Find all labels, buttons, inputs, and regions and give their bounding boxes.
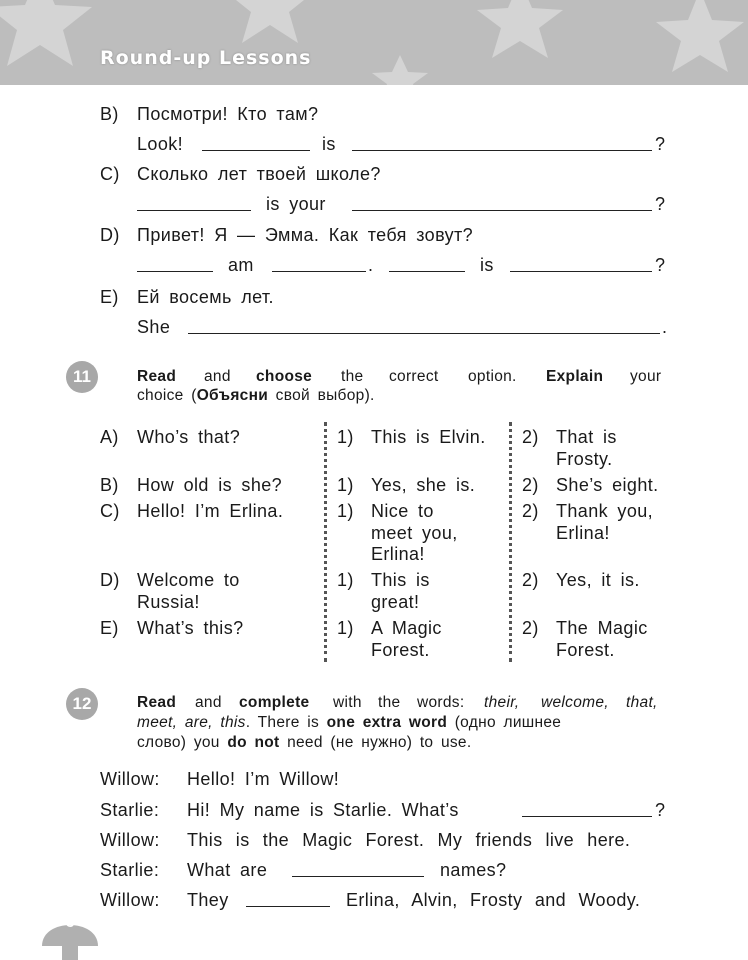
item-letter: E) xyxy=(100,287,119,307)
option-2-text: She’s eight. xyxy=(556,475,659,495)
instruction-word: that, xyxy=(626,694,658,711)
option-2-text: That is xyxy=(556,427,617,447)
option-1-text: A Magic xyxy=(371,618,442,638)
speaker-name: Starlie: xyxy=(100,860,160,880)
option-2-text: Erlina! xyxy=(556,522,610,543)
option-2-text: Yes, it is. xyxy=(556,570,640,590)
option-2-number: 2) xyxy=(522,427,539,447)
instruction-word: their, xyxy=(484,694,520,711)
answer-blank[interactable] xyxy=(522,816,652,817)
option-1-text: Forest. xyxy=(371,639,430,660)
answer-blank[interactable] xyxy=(292,876,424,877)
option-2-text: Forest. xyxy=(556,639,615,660)
header-title: Round-up Lessons xyxy=(100,47,312,69)
option-2-text: The Magic xyxy=(556,618,648,638)
option-2-number: 2) xyxy=(522,475,539,495)
instruction-line-2: meet, are, this. There is one extra word (одно лишнее xyxy=(137,714,562,731)
english-text: is your xyxy=(266,194,326,214)
answer-blank[interactable] xyxy=(188,333,660,334)
question-text: Hello! I’m Erlina. xyxy=(137,501,284,521)
item-letter: D) xyxy=(100,570,120,590)
instruction-word: words: xyxy=(417,694,465,711)
punctuation: . xyxy=(368,255,374,275)
option-1-number: 1) xyxy=(337,427,354,447)
item-letter: B) xyxy=(100,104,119,124)
option-1-text: This is Elvin. xyxy=(371,427,486,447)
option-1-number: 1) xyxy=(337,475,354,495)
english-text: She xyxy=(137,317,171,337)
end-punctuation: . xyxy=(662,317,668,337)
option-2-text: Thank you, xyxy=(556,501,654,521)
speaker-name: Willow: xyxy=(100,890,160,910)
answer-blank[interactable] xyxy=(352,150,652,151)
dialog-line: This is the Magic Forest. My friends live here. xyxy=(187,830,631,850)
instruction-word: Read xyxy=(137,368,177,385)
instruction-line-3: слово) you do not need (не нужно) to use. xyxy=(137,734,472,751)
exercise-number-badge: 11 xyxy=(66,361,98,393)
answer-blank[interactable] xyxy=(510,271,652,272)
instruction-word: and xyxy=(204,368,231,385)
russian-sentence: Привет! Я — Эмма. Как тебя зовут? xyxy=(137,225,474,245)
english-text: is xyxy=(322,134,336,154)
column-divider xyxy=(509,422,512,662)
page-header xyxy=(0,0,748,85)
column-divider xyxy=(324,422,327,662)
option-2-text: Frosty. xyxy=(556,448,613,469)
option-1-text: Yes, she is. xyxy=(371,475,476,495)
item-letter: C) xyxy=(100,501,120,521)
dialog-line: Hello! I’m Willow! xyxy=(187,769,340,789)
option-1-text: This is xyxy=(371,570,430,590)
russian-sentence: Сколько лет твоей школе? xyxy=(137,164,381,184)
dialog-line: Hi! My name is Starlie. What’s xyxy=(187,800,459,820)
instruction-word: the xyxy=(378,694,401,711)
item-letter: C) xyxy=(100,164,120,184)
answer-blank[interactable] xyxy=(137,271,213,272)
instruction-word: correct xyxy=(389,368,439,385)
option-1-number: 1) xyxy=(337,501,354,521)
option-1-number: 1) xyxy=(337,618,354,638)
end-punctuation: ? xyxy=(655,255,666,275)
instruction-word: option. xyxy=(468,368,517,385)
english-text: Look! xyxy=(137,134,184,154)
instruction-line-2: choice (Объясни свой выбор). xyxy=(137,387,375,404)
dialog-line-end: names? xyxy=(440,860,507,880)
dialog-line: What are xyxy=(187,860,268,880)
question-text: Russia! xyxy=(137,591,200,612)
answer-blank[interactable] xyxy=(389,271,465,272)
answer-blank[interactable] xyxy=(352,210,652,211)
instruction-word: Explain xyxy=(546,368,604,385)
question-text: What’s this? xyxy=(137,618,244,638)
answer-blank[interactable] xyxy=(246,906,330,907)
instruction-word: choose xyxy=(256,368,313,385)
instruction-word: Read xyxy=(137,694,177,711)
end-punctuation: ? xyxy=(655,134,666,154)
dialog-line: They xyxy=(187,890,229,910)
answer-blank[interactable] xyxy=(272,271,366,272)
option-1-text: great! xyxy=(371,591,420,612)
option-2-number: 2) xyxy=(522,501,539,521)
header-stars-decoration xyxy=(0,0,748,85)
question-text: How old is she? xyxy=(137,475,283,495)
item-letter: D) xyxy=(100,225,120,245)
option-1-text: Erlina! xyxy=(371,544,425,564)
item-letter: E) xyxy=(100,618,119,638)
instruction-word: with xyxy=(333,694,362,711)
answer-blank[interactable] xyxy=(202,150,310,151)
option-1-text: meet you, xyxy=(371,522,458,543)
item-letter: A) xyxy=(100,427,119,447)
dialog-line-end: Erlina, Alvin, Frosty and Woody. xyxy=(346,890,641,910)
option-2-number: 2) xyxy=(522,570,539,590)
instruction-word: welcome, xyxy=(541,694,609,711)
instruction-word: complete xyxy=(239,694,310,711)
russian-sentence: Ей восемь лет. xyxy=(137,287,274,307)
option-1-text: Nice to xyxy=(371,501,434,521)
speaker-name: Willow: xyxy=(100,769,160,789)
option-2-number: 2) xyxy=(522,618,539,638)
speaker-name: Starlie: xyxy=(100,800,160,820)
english-text: am xyxy=(228,255,254,275)
russian-sentence: Посмотри! Кто там? xyxy=(137,104,319,124)
end-punctuation: ? xyxy=(655,194,666,214)
instruction-word: your xyxy=(630,368,662,385)
answer-blank[interactable] xyxy=(137,210,251,211)
speaker-name: Willow: xyxy=(100,830,160,850)
instruction-word: and xyxy=(195,694,222,711)
instruction-word: the xyxy=(341,368,364,385)
question-text: Who’s that? xyxy=(137,427,241,447)
end-punctuation: ? xyxy=(655,800,666,820)
option-1-number: 1) xyxy=(337,570,354,590)
question-text: Welcome to xyxy=(137,570,240,590)
english-text: is xyxy=(480,255,494,275)
exercise-number-badge: 12 xyxy=(66,688,98,720)
page-number: 6 xyxy=(65,912,75,931)
item-letter: B) xyxy=(100,475,119,495)
